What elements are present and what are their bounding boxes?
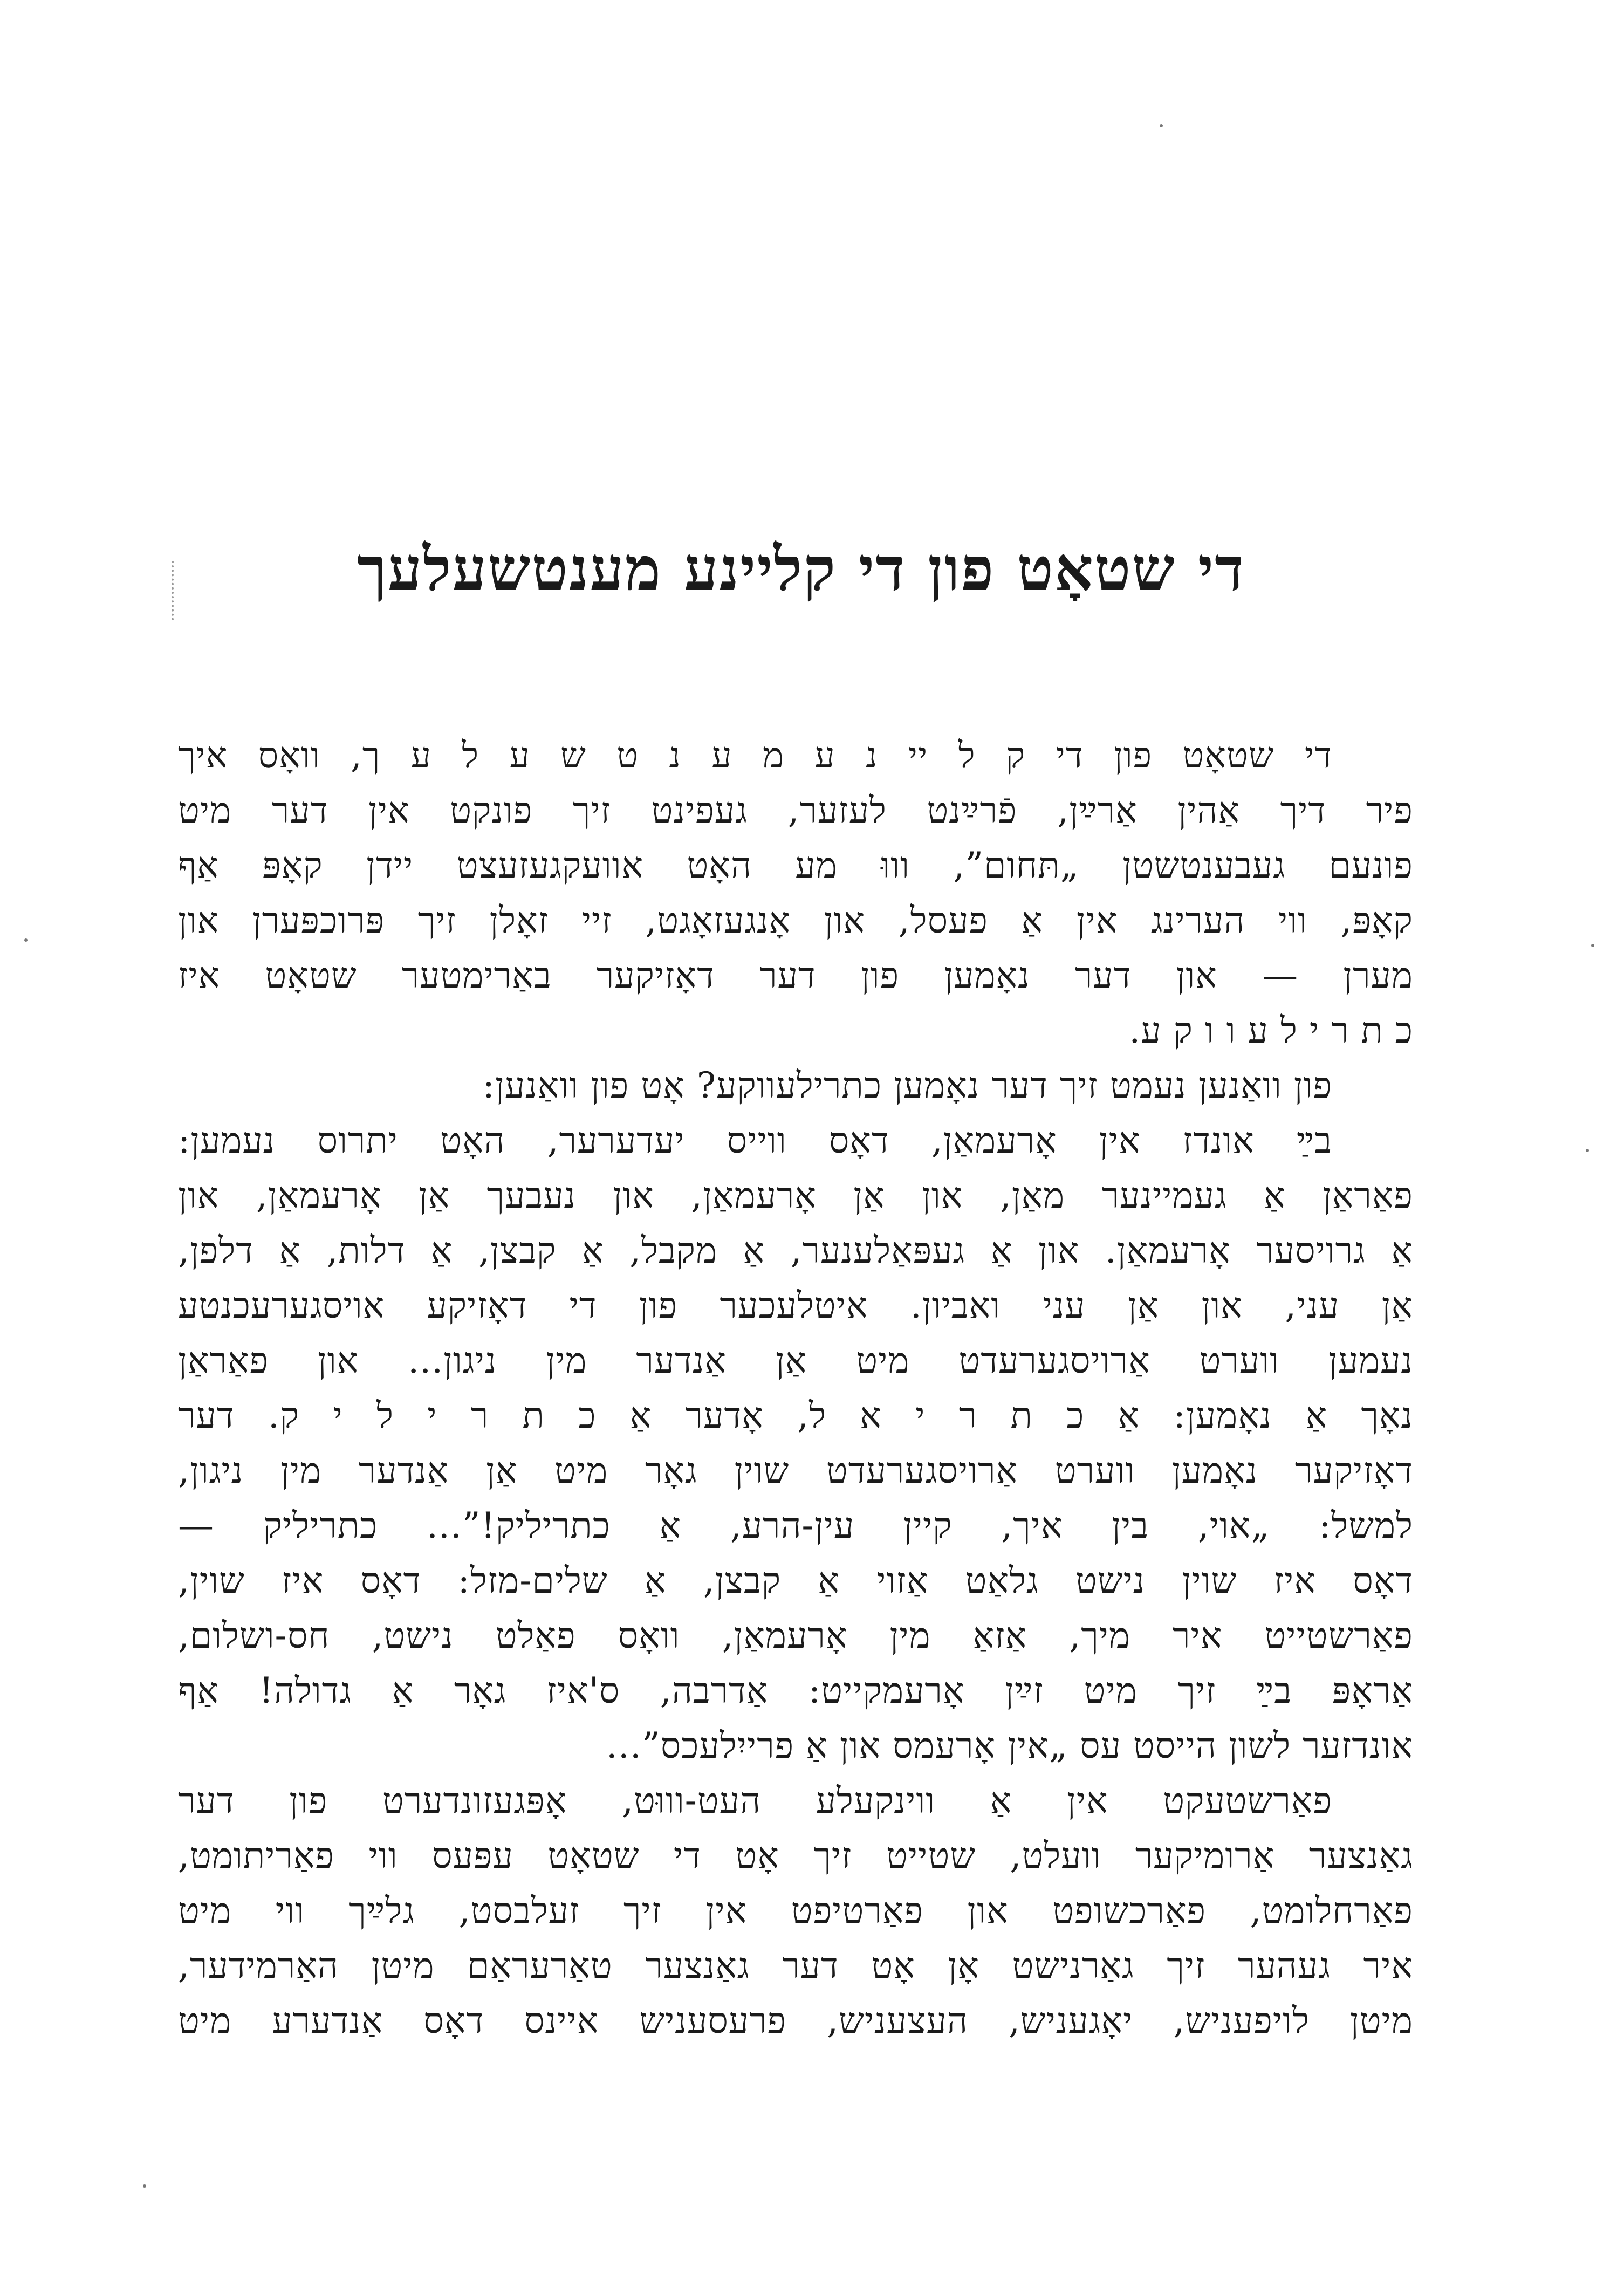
- scan-speck: [143, 2184, 146, 2188]
- text-line: למשל: „אוי, בין איך, קיין עין-הרע, אַ כתריליק!”... כתריליק —: [178, 1505, 1413, 1546]
- text-line: אונדזער לשון הייסט עס „אין אָרעמס און אַ פרייִלעכס”...: [606, 1725, 1413, 1766]
- text-line: מיטן לויפעניש, יאָגעניש, העצעניש, פרעסעניש איינס דאָס אַנדערע מיט: [178, 2000, 1413, 2041]
- text-line: גאַנצער אַרומיקער וועלט, שטייט זיך אָט די שטאָט עפּעס ווי פאַריתומט,: [178, 1835, 1413, 1876]
- page-title: די שטאָט פון די קליינע מענטשעלעך: [357, 534, 1245, 605]
- text-line: פאַרשטעקט אין אַ ווינקעלע העט-וווּט, אָפּגעזונדערט פון דער: [178, 1780, 1332, 1821]
- text-line: בײַ אונדז אין אָרעמאַן, דאָס ווייס יעדערער, האָט יתרוס נעמען:: [178, 1120, 1332, 1161]
- text-line: נאָך אַ נאָמען: אַ כ ת ר י א ל, אָדער אַ כ ת ר י ל י ק. דער: [178, 1395, 1413, 1436]
- text-line: מערן — און דער נאָמען פון דער דאָזיקער באַרימטער שטאָט איז: [178, 955, 1413, 996]
- text-line: די שטאָט פון די ק ל יי נ ע מ ע נ ט ש ע ל ע ך, וואָס איך: [178, 735, 1332, 776]
- text-line: דאָזיקער נאָמען ווערט אַרויסגערעדט שוין גאָר מיט אַן אַנדער מין ניגון,: [178, 1450, 1413, 1491]
- scan-speck: [1586, 1149, 1589, 1152]
- text-line: פיר דיך אַהין אַרײַן, פֿרײַנט לעזער, געפינט זיך פונקט אין דער מיט: [178, 790, 1413, 831]
- text-line: דאָס איז שוין נישט גלאַט אַזוי אַ קבצן, אַ שלים-מזל: דאָס איז שוין,: [178, 1560, 1413, 1601]
- text-line: פון וואַנען נעמט זיך דער נאָמען כתרילעווקע? אָט פון וואַנען:: [482, 1065, 1332, 1106]
- text-line: פונעם געבענטשטן „תּחום”, וווּ מע האָט אוועקגעזעצט יידן קאָפּ אַף: [178, 845, 1413, 886]
- text-line: פאַראַן אַ געמיינער מאַן, און אַן אָרעמאַן, און נעבעך אַן אָרעמאַן, און: [178, 1175, 1413, 1216]
- text-line: נעמען ווערט אַרויסגערעדט מיט אַן אַנדער מין ניגון... און פאַראַן: [178, 1340, 1413, 1381]
- text-line: אַ גרויסער אָרעמאַן. און אַ געפּאַלענער, אַ מקבל, אַ קבצן, אַ דלות, אַ דלפן,: [178, 1230, 1413, 1271]
- scan-speck: [24, 938, 28, 942]
- text-line: כ ת ר י ל ע ו ו ק ע.: [1129, 1010, 1413, 1051]
- text-line: אַראָפּ בײַ זיך מיט זײַן אָרעמקייט: אַדרבה, ס'איז גאָר אַ גדולה! אַף: [178, 1670, 1413, 1711]
- text-line: איר געהער זיך גאַרנישט אָן אָט דער גאַנצער טאַרעראַם מיטן האַרמידער,: [178, 1945, 1413, 1986]
- scan-speck: [1591, 944, 1594, 947]
- text-line: פאַרחלומט, פאַרכשופט און פאַרטיפט אין זיך זעלבסט, גלײַך ווי מיט: [178, 1890, 1413, 1931]
- text-line: אַן עני, און אַן עני ואביון. איטלעכער פון די דאָזיקע אויסגערעכנטע: [178, 1285, 1413, 1326]
- scan-speck: [1160, 124, 1163, 127]
- margin-dots: [172, 561, 176, 620]
- text-line: פאַרשטייט איר מיך, אַזאַ מין אָרעמאַן, וואָס פאַלט נישט, חס-ושלום,: [178, 1615, 1413, 1656]
- text-line: קאָפּ, ווי הערינג אין אַ פעסל, און אָנגעזאָגט, זיי זאָלן זיך פּרוכפּערן און: [178, 900, 1413, 941]
- body-text: [178, 728, 1413, 2048]
